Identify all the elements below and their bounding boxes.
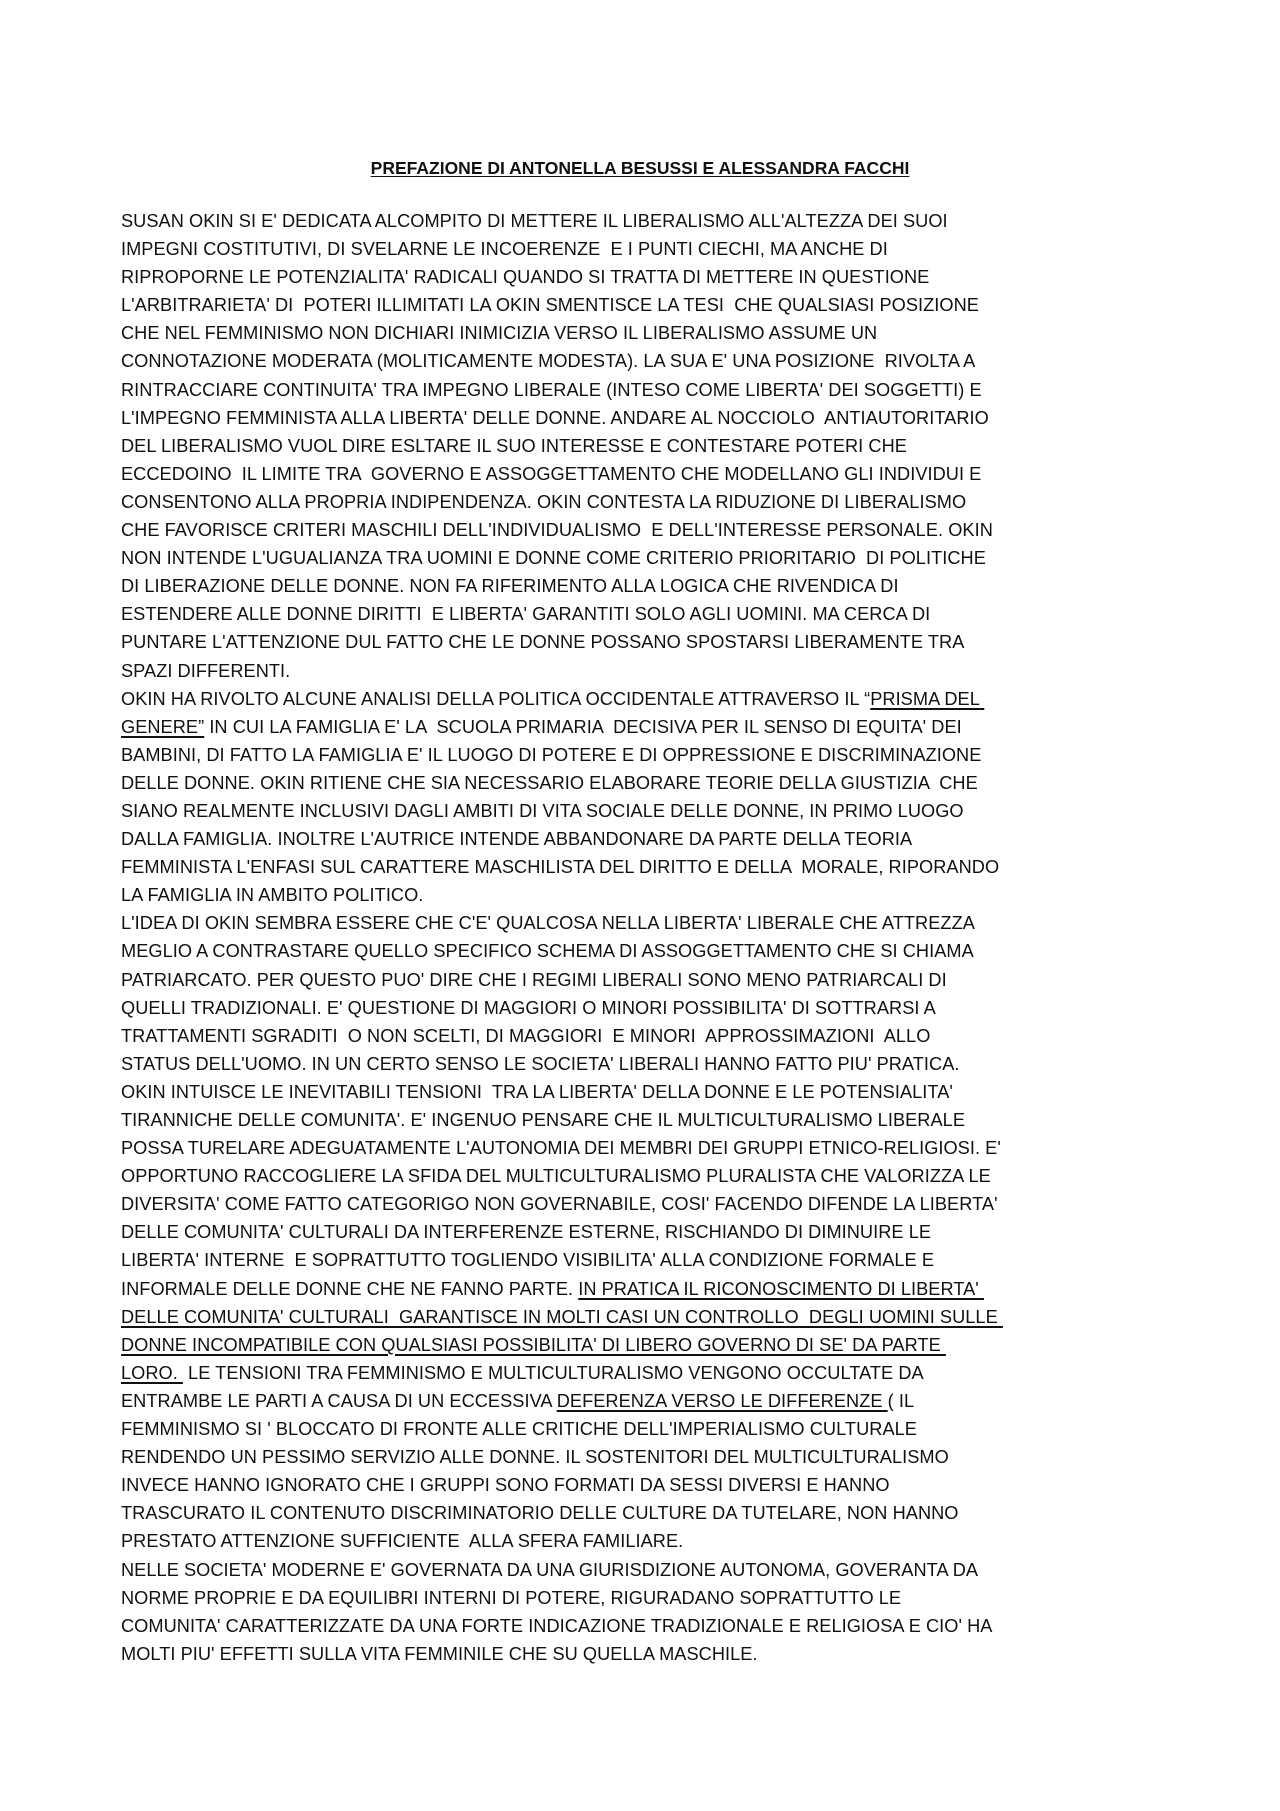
text-line [121, 937, 1171, 965]
text-segment: NON INTENDE L'UGUALIANZA TRA UOMINI E DONNE COME CRITERIO PRIORITARIO DI POLITICHE [121, 548, 986, 569]
text-line [121, 319, 1171, 347]
text-segment: NELLE SOCIETA' MODERNE E' GOVERNATA DA UNA GIURISDIZIONE AUTONOMA, GOVERANTA DA [121, 1559, 979, 1580]
text-line [121, 853, 1171, 881]
text-line [121, 235, 1171, 263]
text-segment: FEMMINISTA L'ENFASI SUL CARATTERE MASCHILISTA DEL DIRITTO E DELLA MORALE, RIPORANDO [121, 857, 1000, 878]
text-segment: TRASCURATO IL CONTENUTO DISCRIMINATORIO DELLE CULTURE DA TUTELARE, NON HANNO [121, 1503, 959, 1524]
text-line [121, 1612, 1171, 1640]
text-line [121, 994, 1171, 1022]
document-body [121, 207, 1171, 1668]
text-line [121, 1162, 1171, 1190]
text-segment: COMUNITA' CARATTERIZZATE DA UNA FORTE INDICAZIONE TRADIZIONALE E RELIGIOSA E CIO' HA [121, 1615, 993, 1636]
text-line [121, 1556, 1171, 1584]
text-segment: RINTRACCIARE CONTINUITA' TRA IMPEGNO LIBERALE (INTESO COME LIBERTA' DEI SOGGETTI) E [121, 379, 982, 400]
text-line [121, 769, 1171, 797]
text-segment: POSSA TURELARE ADEGUATAMENTE L'AUTONOMIA DEI MEMBRI DEI GRUPPI ETNICO-RELIGIOSI. E' [121, 1138, 1001, 1159]
text-segment: DI LIBERAZIONE DELLE DONNE. NON FA RIFERIMENTO ALLA LOGICA CHE RIVENDICA DI [121, 576, 899, 597]
text-line [121, 1050, 1171, 1078]
text-line [121, 1303, 1171, 1331]
text-segment: L'ARBITRARIETA' DI POTERI ILLIMITATI LA OKIN SMENTISCE LA TESI CHE QUALSIASI POSIZIONE [121, 295, 979, 316]
text-line [121, 404, 1171, 432]
text-segment: L'IDEA DI OKIN SEMBRA ESSERE CHE C'E' QUALCOSA NELLA LIBERTA' LIBERALE CHE ATTREZZA [121, 913, 975, 934]
text-line [121, 376, 1171, 404]
text-segment: PRESTATO ATTENZIONE SUFFICIENTE ALLA SFERA FAMILIARE. [121, 1531, 684, 1552]
text-line [121, 1387, 1171, 1415]
text-segment: IN CUI LA FAMIGLIA E' LA SCUOLA PRIMARIA DECISIVA PER IL SENSO DI EQUITA' DEI [204, 716, 962, 737]
text-segment: NORME PROPRIE E DA EQUILIBRI INTERNI DI POTERE, RIGURADANO SOPRATTUTTO LE [121, 1587, 902, 1608]
text-line [121, 1527, 1171, 1555]
text-line [121, 628, 1171, 656]
text-segment: DEL LIBERALISMO VUOL DIRE ESLTARE IL SUO INTERESSE E CONTESTARE POTERI CHE [121, 435, 907, 456]
text-segment: ESTENDERE ALLE DONNE DIRITTI E LIBERTA' GARANTITI SOLO AGLI UOMINI. MA CERCA DI [121, 604, 931, 625]
underlined-text: DELLE COMUNITA' CULTURALI GARANTISCE IN MOLTI CASI UN CONTROLLO DEGLI UOMINI SULLE [121, 1306, 1003, 1327]
text-line [121, 207, 1171, 235]
text-line [121, 1022, 1171, 1050]
text-line [121, 1443, 1171, 1471]
text-segment: QUELLI TRADIZIONALI. E' QUESTIONE DI MAGGIORI O MINORI POSSIBILITA' DI SOTTRARSI A [121, 997, 936, 1018]
text-segment: MOLTI PIU' EFFETTI SULLA VITA FEMMINILE CHE SU QUELLA MASCHILE. [121, 1643, 758, 1664]
text-segment: LE TENSIONI TRA FEMMINISMO E MULTICULTURALISMO VENGONO OCCULTATE DA [182, 1362, 924, 1383]
text-segment: LA FAMIGLIA IN AMBITO POLITICO. [121, 885, 424, 906]
text-line [121, 881, 1171, 909]
underlined-text: PRISMA DEL [870, 688, 985, 709]
text-segment: SIANO REALMENTE INCLUSIVI DAGLI AMBITI DI VITA SOCIALE DELLE DONNE, IN PRIMO LUOGO [121, 800, 964, 821]
text-segment: DELLE COMUNITA' CULTURALI DA INTERFERENZE ESTERNE, RISCHIANDO DI DIMINUIRE LE [121, 1222, 932, 1243]
text-segment: CHE NEL FEMMINISMO NON DICHIARI INIMICIZIA VERSO IL LIBERALISMO ASSUME UN [121, 323, 878, 344]
text-segment: DIVERSITA' COME FATTO CATEGORIGO NON GOVERNABILE, COSI' FACENDO DIFENDE LA LIBERTA' [121, 1194, 998, 1215]
text-line [121, 488, 1171, 516]
underlined-text: DEFERENZA VERSO LE DIFFERENZE [556, 1390, 888, 1411]
text-segment: CHE FAVORISCE CRITERI MASCHILI DELL'INDIVIDUALISMO E DELL'INTERESSE PERSONALE. OKIN [121, 520, 993, 541]
text-line [121, 516, 1171, 544]
text-line [121, 1218, 1171, 1246]
text-segment: STATUS DELL'UOMO. IN UN CERTO SENSO LE SOCIETA' LIBERALI HANNO FATTO PIU' PRATICA. [121, 1053, 960, 1074]
text-segment: CONSENTONO ALLA PROPRIA INDIPENDENZA. OKIN CONTESTA LA RIDUZIONE DI LIBERALISMO [121, 491, 967, 512]
text-segment: DALLA FAMIGLIA. INOLTRE L'AUTRICE INTENDE ABBANDONARE DA PARTE DELLA TEORIA [121, 829, 913, 850]
text-segment: PUNTARE L'ATTENZIONE DUL FATTO CHE LE DONNE POSSANO SPOSTARSI LIBERAMENTE TRA [121, 632, 965, 653]
text-segment: MEGLIO A CONTRASTARE QUELLO SPECIFICO SCHEMA DI ASSOGGETTAMENTO CHE SI CHIAMA [121, 941, 974, 962]
text-segment: ECCEDOINO IL LIMITE TRA GOVERNO E ASSOGGETTAMENTO CHE MODELLANO GLI INDIVIDUI E [121, 463, 982, 484]
text-segment: SUSAN OKIN SI E' DEDICATA ALCOMPITO DI METTERE IL LIBERALISMO ALL'ALTEZZA DEI SUOI [121, 211, 948, 231]
text-segment: TRATTAMENTI SGRADITI O NON SCELTI, DI MAGGIORI E MINORI APPROSSIMAZIONI ALLO [121, 1025, 931, 1046]
text-line [121, 966, 1171, 994]
text-line [121, 1499, 1171, 1527]
text-line [121, 825, 1171, 853]
underlined-text: LORO. [121, 1362, 183, 1383]
text-line [121, 1640, 1171, 1668]
text-line [121, 1246, 1171, 1274]
text-line [121, 685, 1171, 713]
text-line [121, 1584, 1171, 1612]
text-line [121, 1415, 1171, 1443]
page-title: PREFAZIONE DI ANTONELLA BESUSSI E ALESSANDRA FACCHI [370, 158, 910, 178]
text-segment: BAMBINI, DI FATTO LA FAMIGLIA E' IL LUOGO DI POTERE E DI OPPRESSIONE E DISCRIMINAZIONE [121, 744, 982, 765]
text-segment: INFORMALE DELLE DONNE CHE NE FANNO PARTE. [121, 1278, 579, 1299]
text-segment: ( IL [887, 1390, 915, 1411]
text-line [121, 291, 1171, 319]
text-line [121, 1275, 1171, 1303]
text-line [121, 1134, 1171, 1162]
text-segment: RENDENDO UN PESSIMO SERVIZIO ALLE DONNE. IL SOSTENITORI DEL MULTICULTURALISMO [121, 1447, 949, 1468]
text-segment: DELLE DONNE. OKIN RITIENE CHE SIA NECESSARIO ELABORARE TEORIE DELLA GIUSTIZIA CHE [121, 772, 978, 793]
text-segment: L'IMPEGNO FEMMINISTA ALLA LIBERTA' DELLE DONNE. ANDARE AL NOCCIOLO ANTIAUTORITARIO [121, 407, 989, 428]
text-segment: FEMMINISMO SI ' BLOCCATO DI FRONTE ALLE CRITICHE DELL'IMPERIALISMO CULTURALE [121, 1419, 917, 1440]
text-line [121, 460, 1171, 488]
text-line [121, 544, 1171, 572]
underlined-text: GENERE” [121, 716, 205, 737]
text-segment: SPAZI DIFFERENTI. [121, 660, 291, 681]
text-segment: OKIN HA RIVOLTO ALCUNE ANALISI DELLA POLITICA OCCIDENTALE ATTRAVERSO IL “ [121, 688, 871, 709]
text-segment: OKIN INTUISCE LE INEVITABILI TENSIONI TRA LA LIBERTA' DELLA DONNE E LE POTENSIALITA' [121, 1081, 953, 1102]
text-line [121, 741, 1171, 769]
text-line [121, 797, 1171, 825]
text-segment: PATRIARCATO. PER QUESTO PUO' DIRE CHE I REGIMI LIBERALI SONO MENO PATRIARCALI DI [121, 969, 947, 990]
text-line [121, 1471, 1171, 1499]
text-segment: CONNOTAZIONE MODERATA (MOLITICAMENTE MODESTA). LA SUA E' UNA POSIZIONE RIVOLTA A [121, 351, 976, 372]
text-segment: TIRANNICHE DELLE COMUNITA'. E' INGENUO PENSARE CHE IL MULTICULTURALISMO LIBERALE [121, 1110, 966, 1130]
text-segment: OPPORTUNO RACCOGLIERE LA SFIDA DEL MULTICULTURALISMO PLURALISTA CHE VALORIZZA LE [121, 1166, 991, 1187]
text-line [121, 572, 1171, 600]
text-line [121, 600, 1171, 628]
text-line [121, 713, 1171, 741]
text-line [121, 1331, 1171, 1359]
text-segment: LIBERTA' INTERNE E SOPRATTUTTO TOGLIENDO VISIBILITA' ALLA CONDIZIONE FORMALE E [121, 1250, 935, 1271]
underlined-text: IN PRATICA IL RICONOSCIMENTO DI LIBERTA' [578, 1278, 984, 1299]
text-segment: RIPROPORNE LE POTENZIALITA' RADICALI QUANDO SI TRATTA DI METTERE IN QUESTIONE [121, 267, 930, 288]
text-line [121, 432, 1171, 460]
text-segment: ENTRAMBE LE PARTI A CAUSA DI UN ECCESSIVA [121, 1390, 557, 1411]
text-line [121, 1106, 1171, 1134]
text-line [121, 1190, 1171, 1218]
text-line [121, 909, 1171, 937]
text-segment: INVECE HANNO IGNORATO CHE I GRUPPI SONO FORMATI DA SESSI DIVERSI E HANNO [121, 1475, 890, 1496]
text-line [121, 347, 1171, 375]
text-segment: IMPEGNI COSTITUTIVI, DI SVELARNE LE INCOERENZE E I PUNTI CIECHI, MA ANCHE DI [121, 239, 888, 260]
text-line [121, 263, 1171, 291]
text-line [121, 1078, 1171, 1106]
text-line [121, 657, 1171, 685]
underlined-text: DONNE INCOMPATIBILE CON QUALSIASI POSSIBILITA' DI LIBERO GOVERNO DI SE' DA PARTE [121, 1334, 946, 1355]
text-line [121, 1359, 1171, 1387]
